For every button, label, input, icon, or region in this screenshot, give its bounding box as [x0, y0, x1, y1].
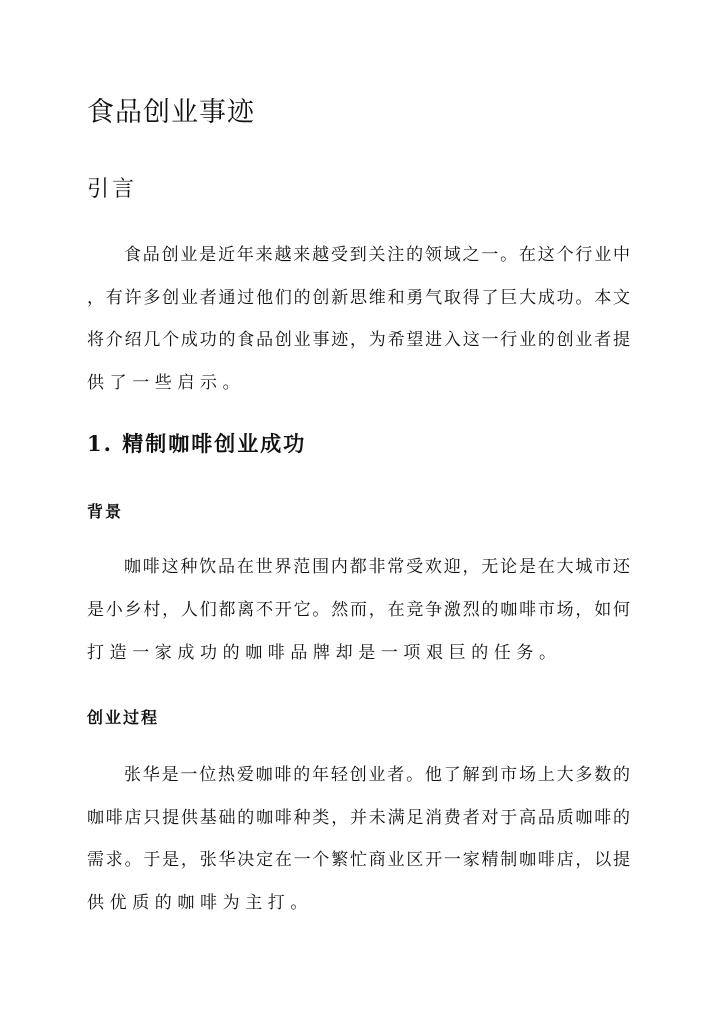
intro-paragraph-line: ，有许多创业者通过他们的创新思维和勇气取得了巨大成功。本文 — [87, 288, 630, 308]
intro-paragraph-line: 供了一些启示。 — [87, 373, 246, 393]
process-heading: 创业过程 — [87, 708, 160, 727]
background-paragraph-line: 打造一家成功的咖啡品牌却是一项艰巨的任务。 — [87, 643, 562, 663]
background-heading: 背景 — [87, 502, 124, 521]
process-paragraph-line: 张华是一位热爱咖啡的年轻创业者。他了解到市场上大多数的 — [124, 765, 630, 785]
background-paragraph-line: 是小乡村，人们都离不开它。然而，在竞争激烈的咖啡市场，如何 — [87, 600, 630, 620]
intro-heading: 引言 — [87, 177, 138, 202]
document-title: 食品创业事迹 — [87, 97, 255, 128]
process-paragraph-line: 咖啡店只提供基础的咖啡种类，并未满足消费者对于高品质咖啡的 — [87, 808, 630, 828]
process-paragraph-line: 供优质的咖啡为主打。 — [87, 893, 313, 913]
intro-paragraph-line: 食品创业是近年来越来越受到关注的领域之一。在这个行业中 — [124, 245, 630, 265]
process-paragraph-line: 需求。于是，张华决定在一个繁忙商业区开一家精制咖啡店，以提 — [87, 850, 630, 870]
intro-paragraph-line: 将介绍几个成功的食品创业事迹，为希望进入这一行业的创业者提 — [87, 330, 630, 350]
background-paragraph-line: 咖啡这种饮品在世界范围内都非常受欢迎，无论是在大城市还 — [124, 557, 630, 577]
section-1-heading: 1. 精制咖啡创业成功 — [87, 431, 307, 456]
